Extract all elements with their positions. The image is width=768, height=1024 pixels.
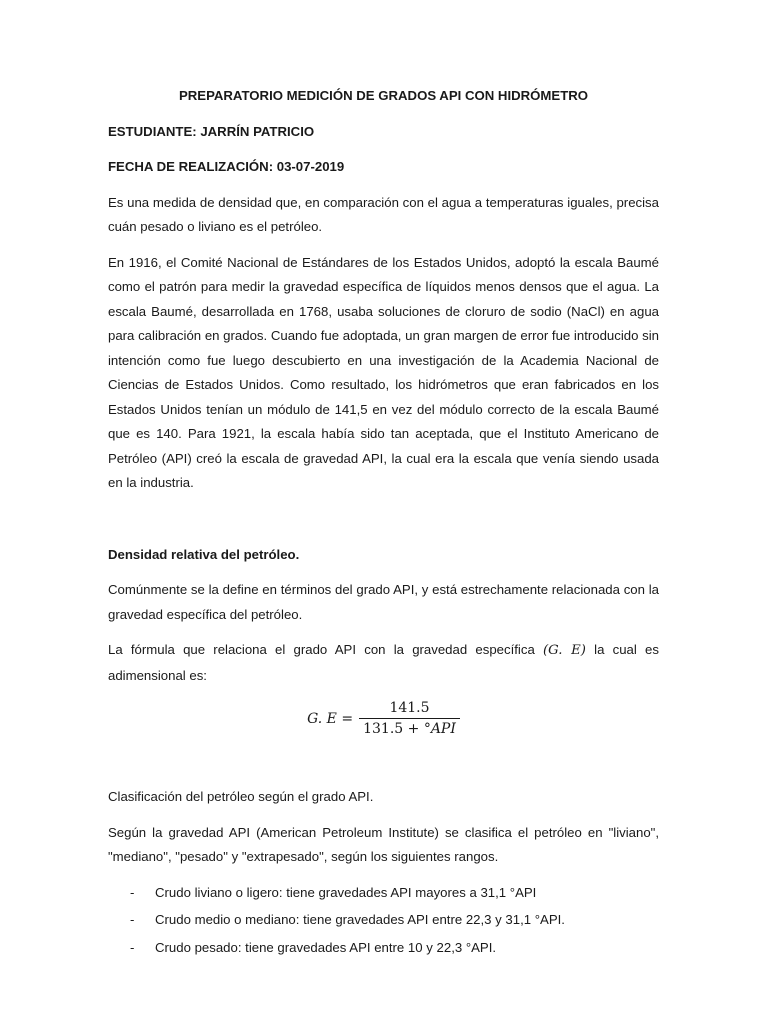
formula-denominator-rest: + °API [403, 721, 456, 737]
intro-paragraph: Es una medida de densidad que, en comparación con el agua a temperaturas iguales, precisa cuán pesado o liviano es el petróleo. [108, 194, 659, 234]
list-item-text: Crudo pesado: tiene gravedades API entre 10 y 22,3 °API. [155, 939, 497, 955]
history-paragraph: En 1916, el Comité Nacional de Estándares de los Estados Unidos, adoptó la escala Baumé como el patrón para medir la gravedad específica de líquidos menos densos que el agua. La escala Baumé, desarrollada en 1768, usaba soluciones de cloruro de sodio (NaCl) en agua para calibración en grados. Cuando fue adoptada, un gran margen de error fue introducido sin intención como fue luego descubierto en una investigación de la Academia Nacional de Ciencias de Estados Unidos. Como resultado, los hidrómetros que eran fabricados en los Estados Unidos tenían un módulo de 141,5 en vez del módulo correcto de la escala Baumé que es 140. Para 1921, la escala había sido tan aceptada, que el Instituto Americano de Petróleo (API) creó la escala de gravedad API, la cual era la escala que venía siendo usada en la industria. [108, 254, 659, 490]
density-paragraph: Comúnmente se la define en términos del grado API, y está estrechamente relacionada con la gravedad específica del petróleo. [108, 582, 659, 622]
document-page [108, 84, 659, 963]
formula-numerator: 141.5 [389, 700, 430, 716]
density-heading: Densidad relativa del petróleo. [108, 546, 300, 562]
formula-intro-text-before: La fórmula que relaciona el grado API con la gravedad específica [108, 642, 543, 657]
student-name: ESTUDIANTE: JARRÍN PATRICIO [108, 123, 315, 139]
document-title: PREPARATORIO MEDICIÓN DE GRADOS API CON HIDRÓMETRO [178, 88, 589, 103]
list-item-text: Crudo medio o mediano: tiene gravedades API entre 22,3 y 31,1 °API. [155, 912, 565, 927]
list-dash: - [130, 939, 135, 955]
list-item [108, 908, 659, 933]
formula-intro-paragraph [108, 638, 659, 688]
list-dash: - [130, 884, 135, 900]
formula-fraction [359, 699, 460, 738]
classification-paragraph: Según la gravedad API (American Petroleum Institute) se clasifica el petróleo en "liviano", "mediano", "pesado" y "extrapesado", según los siguientes rangos. [108, 824, 659, 864]
formula-intro-text-after: la cual es adimensional es: [108, 642, 659, 683]
api-ranges-list [108, 881, 659, 961]
list-item [108, 936, 659, 961]
inline-formula-ge: (G. E) [543, 643, 586, 658]
formula-denominator-number: 131.5 [363, 721, 404, 737]
completion-date: FECHA DE REALIZACIÓN: 03-07-2019 [108, 159, 345, 174]
formula-denominator [359, 718, 460, 738]
classification-heading: Clasificación del petróleo según el grado API. [108, 789, 374, 804]
list-item [108, 881, 659, 906]
api-formula [108, 699, 659, 738]
list-dash: - [130, 912, 135, 927]
formula-lhs: G. E = [307, 710, 354, 727]
list-item-text: Crudo liviano o ligero: tiene gravedades API mayores a 31,1 °API [155, 884, 537, 900]
